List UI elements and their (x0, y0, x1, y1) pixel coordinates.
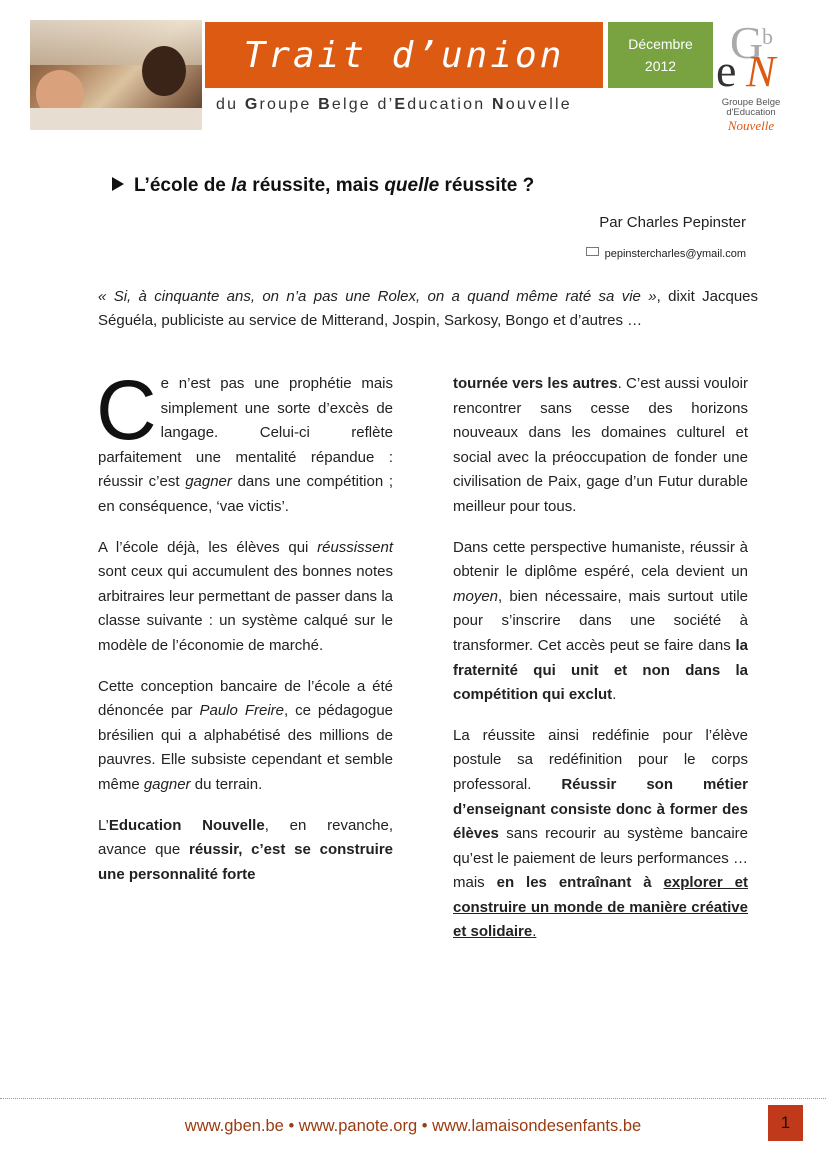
logo-letter: G (730, 17, 764, 68)
logo-text: Groupe Belge d'Education (721, 97, 781, 118)
article-title: L’école de la réussite, mais quelle réussite ? (112, 175, 534, 197)
footer-divider (0, 1098, 826, 1099)
paragraph: L’Education Nouvelle, en revanche, avance que réussir, c’est se construire une personnalité forte (98, 816, 393, 883)
paragraph: Dans cette perspective humaniste, réussir à obtenir le diplôme espéré, cela devient un moyen, bien nécessaire, mais surtout utile pour s’inscrire dans une société à transformer. Cet accès peut se faire dans la fraternité qui unit et non dans la compétition qui exclut. (453, 538, 748, 704)
issue-month: Décembre (628, 36, 693, 52)
issue-year: 2012 (644, 58, 677, 74)
photo-child (142, 46, 186, 96)
author-email-line (586, 247, 746, 260)
gben-logo (716, 17, 786, 133)
left-column (96, 363, 394, 903)
logo-text-nouvelle: Nouvelle (727, 118, 775, 133)
newsletter-title: Trait d’union (243, 34, 565, 76)
photo-desk (30, 108, 202, 130)
play-arrow-icon (112, 177, 124, 191)
newsletter-title-banner (205, 22, 603, 88)
logo-letter: N (746, 47, 776, 96)
header-photo (30, 20, 202, 130)
drop-cap: C (96, 363, 157, 457)
issue-date-box (608, 22, 713, 88)
page-number: 1 (768, 1105, 803, 1141)
article-author: Par Charles Pepinster (599, 214, 746, 231)
envelope-icon (586, 247, 599, 256)
footer-links[interactable]: www.gben.be • www.panote.org • www.lamaisondesenfants.be (184, 1117, 642, 1135)
paragraph: tournée vers les autres. C’est aussi vouloir rencontrer sans cesse des horizons nouveaux dans les domaines culturel et social avec la préoccupation de fonder une civilisation de Paix, gage d’un Futur durable meilleur pour tous. (453, 375, 748, 515)
paragraph: Cette conception bancaire de l’école a été dénoncée par Paulo Freire, ce pédagogue brésilien qui a alphabétisé des millions de pauvres. Elle subsiste cependant et semble même gagner du terrain. (98, 677, 394, 793)
article-quote: « Si, à cinquante ans, on n’a pas une Rolex, on a quand même raté sa vie », dixit Jacques Séguéla, publiciste au service de Mitterand, Jospin, Sarkosy, Bongo et d’autres … (98, 288, 759, 329)
paragraph: La réussite ainsi redéfinie pour l’élève postule sa redéfinition pour le corps professoral. Réussir son métier d’enseignant consiste donc à former des élèves sans recourir au système bancaire qu’est le paiement de leurs performances … mais en les entraînant à explorer et construire un monde de manière créative et solidaire. (453, 726, 748, 941)
logo-letter: e (716, 45, 737, 96)
right-column (453, 372, 748, 961)
paragraph: Ce n’est pas une prophétie mais simplement une sorte d’excès de langage. Celui-ci reflète parfaitement une mentalité répandue : réussir c’est gagner dans une compétition ; en conséquence, ‘vae victis’. (96, 363, 393, 515)
logo-letter: b (762, 24, 773, 49)
newsletter-subtitle: du Groupe Belge d’Education Nouvelle (216, 96, 572, 113)
author-email[interactable]: pepinstercharles@ymail.com (604, 248, 746, 260)
paragraph: A l’école déjà, les élèves qui réussissent sont ceux qui accumulent des bonnes notes arbitraires leur permettant de passer dans la classe suivante : un système calqué sur le modèle de l’économie de marché. (98, 538, 393, 654)
